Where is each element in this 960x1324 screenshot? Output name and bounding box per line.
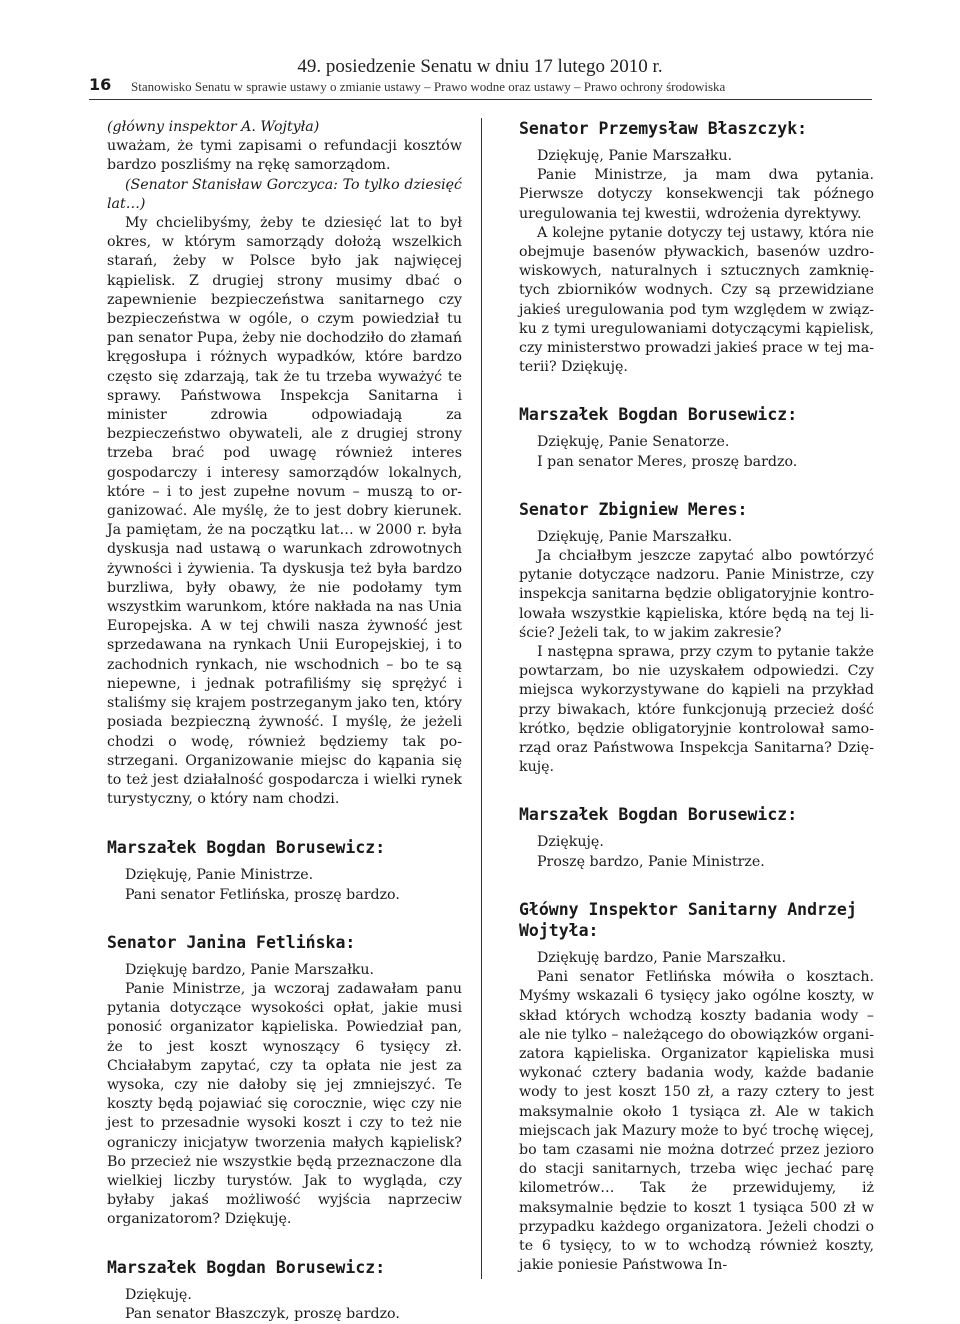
speaker-heading: Marszałek Bogdan Borusewicz: bbox=[519, 405, 798, 425]
paragraph: Ja chciałbym jeszcze zapytać albo powtórzyć pytanie dotyczące nadzoru. Panie Ministrze, czy inspekcja sanitarna będzie obligatoryjnie kontrolowała wszystkie kąpieliska, które będą na tej liście? Jeżeli tak, to w jakim zakresie? bbox=[519, 548, 874, 641]
paragraph: Pani senator Fetlińska mówiła o kosztach. Myśmy wskazali 6 tysięcy jako ogólne koszty, w skład których wchodzą koszty badania wody – ale nie tylko – należącego do obowiązków organizatora kąpieliska. Organizator kąpieliska musi wykonać cztery badania wody, każde badanie wody to jest koszt 150 zł, a razy cztery to jest maksymalnie około 1 tysiąca zł. Ale w takich miejscach jak Mazury może to być trochę więcej, bo tam czasami nie można dotrzeć przez jezioro do stacji sanitarnych, trzeba więc jechać parę kilometrów… Tak że przewidujemy, iż maksymalnie będzie to koszt 1 tysiąca 500 zł w przypadku każdego organizatora. Jeżeli chodzi o te 6 tysięcy, to w to wchodzą również koszty, jakie poniesie Państwowa In- bbox=[519, 969, 874, 1274]
speaker-heading: Marszałek Bogdan Borusewicz: bbox=[107, 1257, 386, 1277]
paragraph: I następna sprawa, przy czym to pytanie także powtarzam, bo nie uzyskałem odpowiedzi. Czy miejsca wykorzystywane do kąpieli na przykład przy biwakach, które funkcjonują przecież dość krótko, będzie obligatoryjnie kontrolował samorząd oraz Państwowa Inspekcja Sanitarna? Dziękuję. bbox=[519, 644, 874, 776]
interjection: (Senator Stanisław Gorczyca: To tylko dziesięć lat…) bbox=[107, 176, 462, 212]
speaker-heading: Senator Janina Fetlińska: bbox=[107, 932, 356, 952]
paragraph: Pani senator Fetlińska, proszę bardzo. bbox=[125, 886, 400, 903]
paragraph: Dziękuję. bbox=[125, 1286, 192, 1303]
paragraph: Panie Ministrze, ja wczoraj zadawałam panu pytania dotyczące wysokości opłat, jakie musi ponosić organizator kąpieliska. Powiedział pan, że to jest koszt wynoszący 6 tysięcy zł. Chciałabym zapytać, czy ta opłata nie jest za wysoka, czy nie dałoby się jej zmniejszyć. Te koszty będą pojawiać się corocznie, więc czy nie jest to przesadnie wysoki koszt i czy to też nie ograniczy inicjatyw tworzenia małych kąpielisk? Bo przecież nie wszystkie będą przeznaczone dla wielkiej liczby turystów. Jak to wygląda, czy byłaby jakaś możliwość wyjścia naprzeciw organizatorom? Dziękuję. bbox=[107, 980, 462, 1228]
continuation-note: (główny inspektor A. Wojtyła) bbox=[107, 119, 320, 135]
paragraph: Dziękuję, Panie Senatorze. bbox=[537, 434, 730, 451]
speaker-heading: Senator Zbigniew Meres: bbox=[519, 499, 748, 519]
paragraph: My chcielibyśmy, żeby te dziesięć lat to był okres, w którym samorządy dołożą wszelkich starań, żeby w Polsce było jak najwięcej kąpielisk. Z drugiej strony musimy dbać o zapewnienie bezpieczeństwa sanitarnego czy bezpieczeństwa w ogóle, o czym powiedział tu pan senator Pupa, żeby nie dochodziło do złamań kręgosłupa i różnych wypadków, które bardzo często się zdarzają, tak że tu trzeba wyważyć te sprawy. Państwowa Inspekcja Sanitarna i minister zdrowia odpowiadają za bezpieczeństwo obywateli, ale z drugiej strony trzeba brać pod uwagę również interes gospodarczy i interesy samorządów lokalnych, które – i to jest zupełne novum – muszą to organizować. Ale myślę, że to jest dobry kierunek. Ja pamiętam, że na początku lat… w 2000 r. była dyskusja nad ustawą o warunkach zdrowotnych żywności i żywienia. Ta dyskusja też była bardzo burzliwa, były obawy, że nie podołamy tym wszystkim warunkom, które nakłada na nas Unia Europejska. A w tej chwili nasza żywność jest sprzedawana na rynkach Unii Europejskiej, i to zachodnich rynkach, nie wschodnich – bo te są niepewne, i jednak potrafiliśmy się sprężyć i staliśmy się krajem postrzeganym jako ten, który posiada bezpieczną żywność. I myślę, że jeżeli chodzi o wodę, również będziemy tak postrzegani. Organizowanie miejsc do kąpania się to też jest działalność gospodarcza i wielki rynek turystyczny, o który nam chodzi. bbox=[107, 215, 463, 808]
running-header-subtitle: Stanowisko Senatu w sprawie ustawy o zmianie ustawy – Prawo wodne oraz ustawy – Prawo ochrony środowiska bbox=[131, 79, 726, 94]
paragraph: Panie Ministrze, ja mam dwa pytania. Pierwsze dotyczy konsekwencji tak późnego uregulowania tej kwestii, wdrożenia dyrektywy. bbox=[519, 167, 874, 222]
paragraph: Dziękuję bardzo, Panie Marszałku. bbox=[537, 949, 787, 966]
right-column bbox=[519, 118, 874, 1275]
paragraph: Dziękuję, Panie Marszałku. bbox=[537, 148, 733, 164]
paragraph: uważam, że tymi zapisami o refundacji kosztów bardzo poszliśmy na rękę samorządom. bbox=[107, 138, 462, 174]
paragraph: Pan senator Błaszczyk, proszę bardzo. bbox=[125, 1305, 400, 1322]
header-rule bbox=[89, 99, 872, 100]
paragraph: Dziękuję, Panie Marszałku. bbox=[537, 528, 733, 545]
paragraph: Dziękuję, Panie Ministrze. bbox=[125, 867, 314, 884]
speaker-heading: Marszałek Bogdan Borusewicz: bbox=[519, 805, 798, 825]
paragraph: A kolejne pytanie dotyczy tej ustawy, która nie obejmuje basenów pływackich, basenów uzdrowiskowych, naturalnych i sztucznych zamkniętych zbiorników wodnych. Czy są przewidziane jakieś uregulowania pod tym względem w związku z tymi uregulowaniami dotyczącymi kąpielisk, czy ministerstwo prowadzi jakieś prace w tej materii? Dziękuję. bbox=[519, 224, 874, 376]
page-number: 16 bbox=[89, 75, 112, 94]
speaker-heading: Główny Inspektor Sanitarny Andrzej Wojtyła: bbox=[519, 899, 857, 940]
paragraph: Proszę bardzo, Panie Ministrze. bbox=[537, 853, 765, 870]
column-divider bbox=[481, 118, 482, 1279]
left-column bbox=[107, 118, 462, 1324]
speaker-heading: Senator Przemysław Błaszczyk: bbox=[519, 119, 808, 138]
paragraph: I pan senator Meres, proszę bardzo. bbox=[537, 453, 798, 470]
paragraph: Dziękuję. bbox=[537, 834, 604, 851]
paragraph: Dziękuję bardzo, Panie Marszałku. bbox=[125, 961, 375, 978]
speaker-heading: Marszałek Bogdan Borusewicz: bbox=[107, 838, 386, 858]
running-header-title: 49. posiedzenie Senatu w dniu 17 lutego 2010 r. bbox=[297, 56, 663, 77]
